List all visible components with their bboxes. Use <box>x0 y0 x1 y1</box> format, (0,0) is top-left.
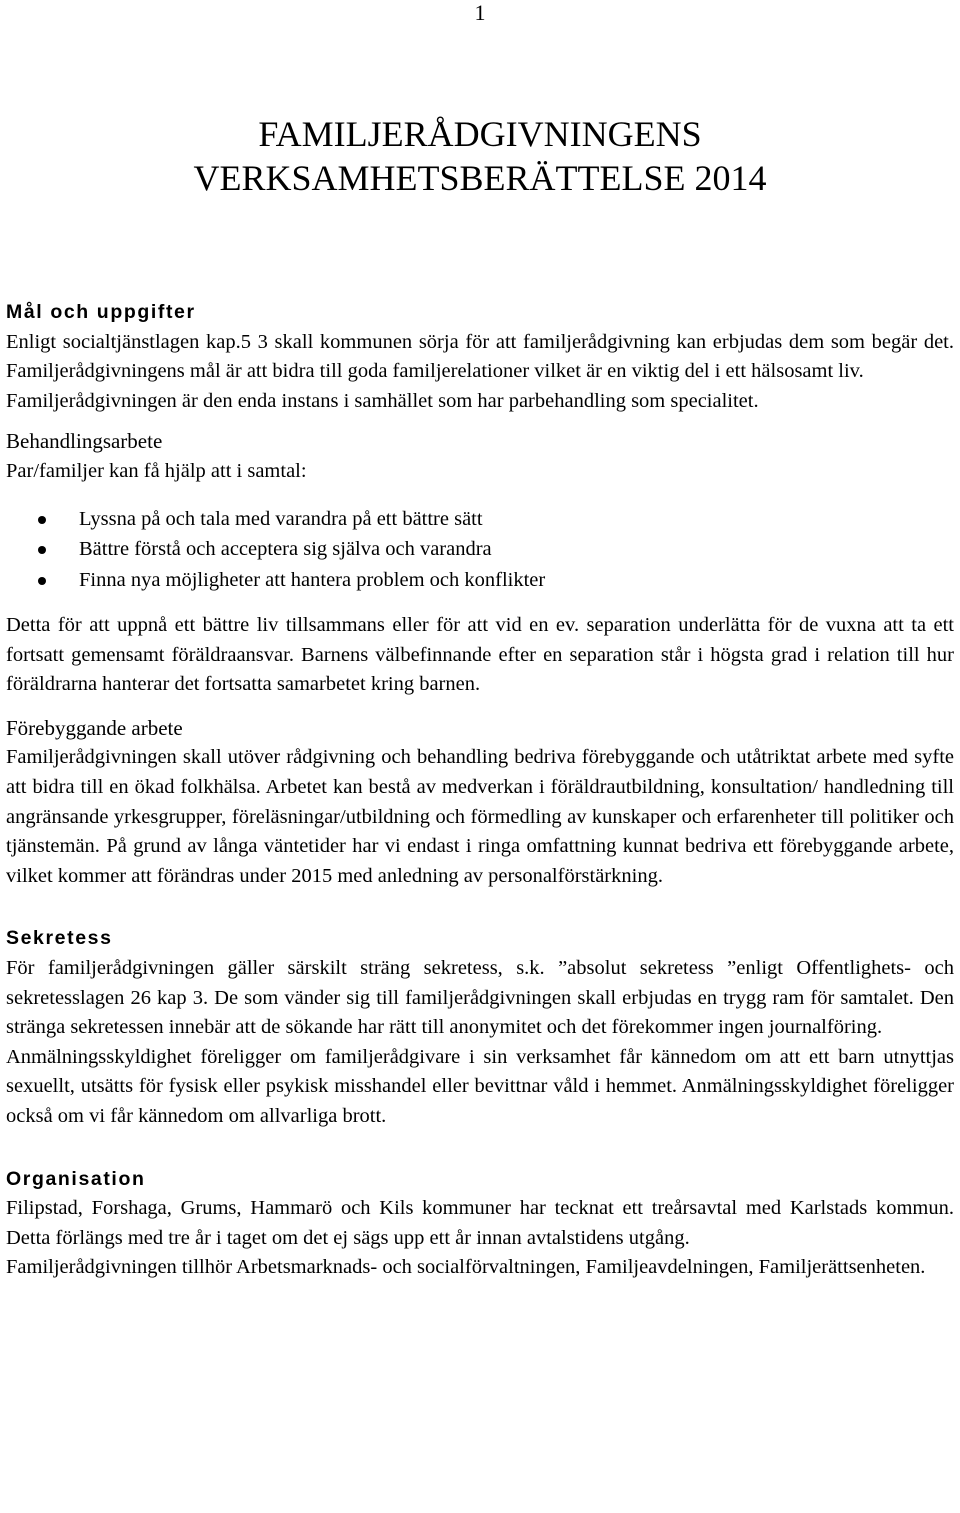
paragraph-forebyggande-1: Familjerådgivningen skall utöver rådgivning och behandling bedriva förebyggande och utåtriktat arbete med syfte att bidra till en ökad folkhälsa. Arbetet kan bestå av medverkan i föräldrautbildning, konsultation/ handledning till angränsande yrkesgrupper, föreläsningar/utbildning och förmedling av kunskaper och erfarenheter till politiker och tjänstemän. På grund av långa väntetider har vi endast i ringa omfattning kunnat bedriva ett förebyggande arbete, vilket kommer att förändras under 2015 med anledning av personalförstärkning. <box>6 746 954 887</box>
title-line-2: VERKSAMHETSBERÄTTELSE 2014 <box>193 158 767 198</box>
list-item <box>6 534 954 565</box>
paragraph-sekretess-2: Anmälningsskyldighet föreligger om familjerådgivare i sin verksamhet får kännedom om att ett barn utnyttjas sexuellt, utsätts för fysisk eller psykisk misshandel eller bevittnar våld i hemmet. Anmälningsskyldighet föreligger också om vi får kännedom om allvarliga brott. <box>6 1045 954 1127</box>
bullet-icon <box>38 577 46 585</box>
list-item <box>6 504 954 535</box>
list-item-text: Finna nya möjligheter att hantera problem och konflikter <box>79 568 546 591</box>
paragraph-organisation-1: Filipstad, Forshaga, Grums, Hammarö och Kils kommuner har tecknat ett treårsavtal med Karlstads kommun. Detta förlängs med tre år i taget om det ej sägs upp ett år innan avtalstidens utgång. <box>6 1197 954 1249</box>
paragraph-organisation-2: Familjerådgivningen tillhör Arbetsmarknads- och socialförvaltningen, Familjeavdelningen, Familjerättsenheten. <box>6 1256 926 1279</box>
heading-mal-och-uppgifter: Mål och uppgifter <box>6 301 196 323</box>
heading-forebyggande-arbete: Förebyggande arbete <box>6 715 183 740</box>
heading-organisation: Organisation <box>6 1167 146 1190</box>
page-number: 1 <box>474 0 486 25</box>
bullet-icon <box>38 516 46 524</box>
paragraph-mal-1: Enligt socialtjänstlagen kap.5 3 skall kommunen sörja för att familjerådgivning kan erbjudas dem som begär det. Familjerådgivningens mål är att bidra till goda familjerelationer vilket är en viktig del i ett hälsosamt liv. <box>6 330 954 383</box>
bullet-list <box>6 504 954 596</box>
heading-behandlingsarbete: Behandlingsarbete <box>6 429 163 454</box>
paragraph-behandling-intro: Par/familjer kan få hjälp att i samtal: <box>6 459 307 482</box>
list-item <box>6 565 954 596</box>
title-line-1: FAMILJERÅDGIVNINGENS <box>258 114 702 154</box>
list-item-text: Bättre förstå och acceptera sig själva och varandra <box>79 538 492 561</box>
document-body <box>6 298 954 1283</box>
document-title <box>0 112 960 200</box>
paragraph-mal-2: Familjerådgivningen är den enda instans i samhället som har parbehandling som specialitet. <box>6 389 759 412</box>
list-item-text: Lyssna på och tala med varandra på ett bättre sätt <box>79 507 483 530</box>
paragraph-sekretess-1: För familjerådgivningen gäller särskilt sträng sekretess, s.k. ”absolut sekretess ”enligt Offentlighets- och sekretesslagen 26 kap 3. De som vänder sig till familjerådgivningen skall erbjudas en trygg ram för samtalet. Den stränga sekretessen innebär att de sökande har rätt till anonymitet och det förekommer ingen journalföring. <box>6 957 954 1039</box>
bullet-icon <box>38 546 46 554</box>
heading-sekretess: Sekretess <box>6 927 113 950</box>
paragraph-behandling-1: Detta för att uppnå ett bättre liv tillsammans eller för att vid en ev. separation underlätta för de vuxna att ta ett fortsatt gemensamt föräldraansvar. Barnens välbefinnande efter en separation står i högsta grad i relation till hur föräldrarna hanterar det fortsatta samarbetet kring barnen. <box>6 614 954 696</box>
